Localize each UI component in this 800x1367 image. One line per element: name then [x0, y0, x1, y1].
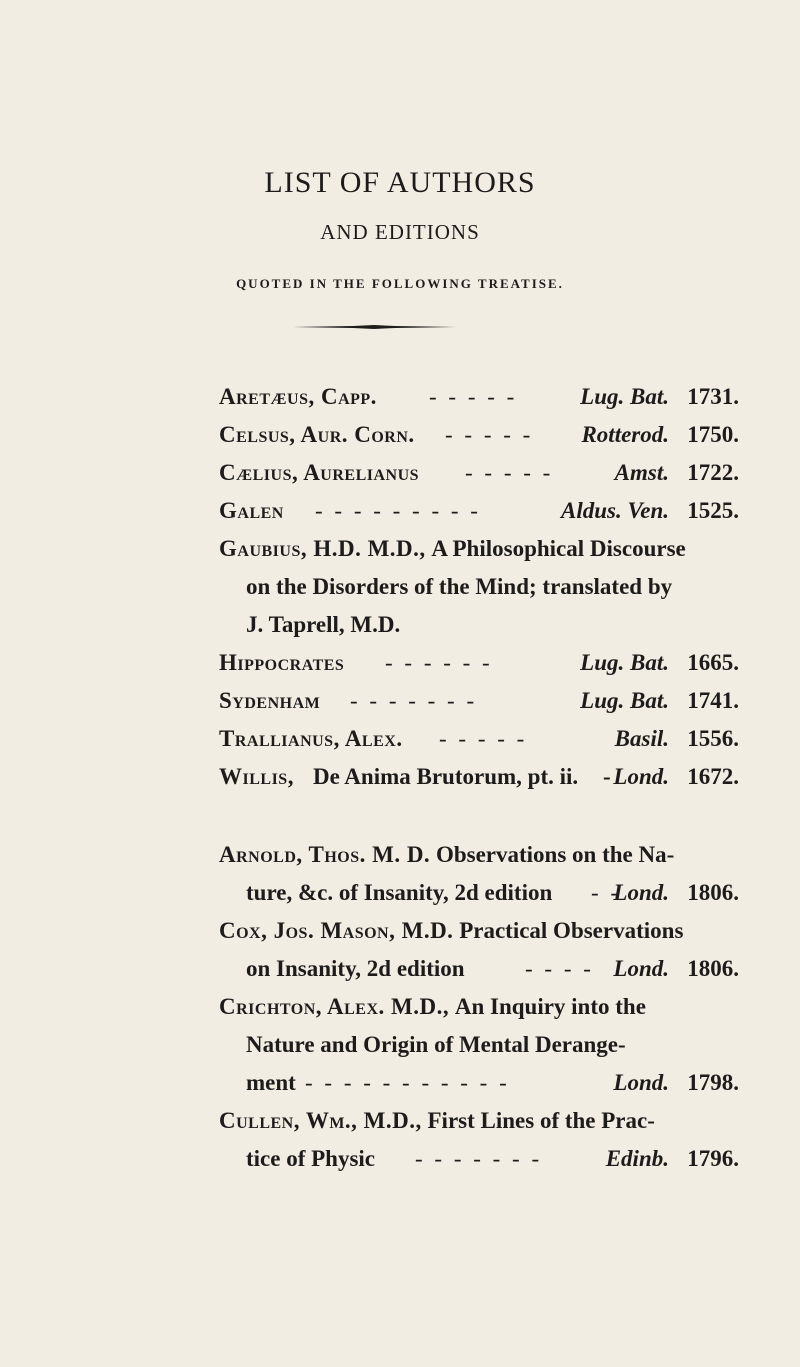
entry-name: Galen — [219, 498, 284, 523]
entry-place: Lond. — [613, 880, 669, 905]
authors-list — [219, 378, 739, 1178]
entry-name: Cox, Jos. Mason, M.D. — [219, 918, 454, 943]
entry-cox — [219, 912, 739, 988]
entry-place: Lug. Bat. — [580, 688, 669, 713]
entry-dashes: - - - - — [525, 956, 594, 981]
entry-text: tice of Physic — [246, 1146, 376, 1171]
entry-willis — [219, 758, 739, 796]
entry-text: ment — [246, 1070, 296, 1095]
entry-name: Arnold, Thos. M. D. — [219, 842, 431, 867]
entry-text: Practical Observations — [459, 918, 684, 943]
entry-name: Willis, — [219, 764, 294, 789]
entry-text: Nature and Origin of Mental Derange- — [246, 1032, 626, 1057]
entry-year: 1672. — [687, 764, 739, 789]
entry-place: Lug. Bat. — [580, 650, 669, 675]
entry-text: De Anima Brutorum, pt. ii. — [313, 764, 579, 789]
entry-dashes: - - - - - — [445, 422, 534, 447]
entry-place: Lond. — [613, 956, 669, 981]
entry-place: Lond. — [613, 1070, 669, 1095]
entry-dashes: - - - - - - - - - - - — [305, 1070, 510, 1095]
entry-year: 1722. — [687, 460, 739, 485]
entry-gaubius — [219, 530, 739, 644]
entry-place: Rotterod. — [581, 422, 669, 447]
entry-name: Crichton, Alex. M.D., — [219, 994, 450, 1019]
entry-dashes: - - - - - - — [385, 650, 493, 675]
entry-dashes: - - - - - - - — [415, 1146, 543, 1171]
entry-dashes: - - - - - — [465, 460, 554, 485]
entry-dashes: - - - - - — [429, 384, 518, 409]
entry-dashes: - — [603, 764, 611, 789]
entry-aretaeus — [219, 378, 739, 416]
entry-text: Observations on the Na- — [435, 842, 675, 867]
entry-celsus — [219, 416, 739, 454]
entry-caelius — [219, 454, 739, 492]
entry-name: Trallianus, Alex. — [219, 726, 403, 751]
entry-dashes: - - — [591, 880, 622, 905]
entry-crichton — [219, 988, 739, 1102]
entry-dashes: - - - - - - - — [350, 688, 478, 713]
entry-year: 1806. — [687, 956, 739, 981]
entry-place: Lond. — [613, 764, 669, 789]
entry-year: 1750. — [687, 422, 739, 447]
entry-text: on Insanity, 2d edition — [246, 956, 465, 981]
entry-trallianus — [219, 720, 739, 758]
entry-cullen — [219, 1102, 739, 1178]
entry-place: Basil. — [614, 726, 669, 751]
entry-year: 1798. — [687, 1070, 739, 1095]
entry-year: 1665. — [687, 650, 739, 675]
entry-year: 1741. — [687, 688, 739, 713]
entry-arnold — [219, 836, 739, 912]
entry-name: Cullen, Wm., M.D., — [219, 1108, 422, 1133]
entry-name: Celsus, Aur. Corn. — [219, 422, 415, 447]
entry-place: Amst. — [614, 460, 669, 485]
entry-name: Aretæus, Capp. — [219, 384, 377, 409]
entry-name: Cælius, Aurelianus — [219, 460, 420, 485]
entry-name: Gaubius, H.D. M.D., — [219, 536, 426, 561]
entry-place: Edinb. — [605, 1146, 669, 1171]
page-subtitle: AND EDITIONS — [320, 220, 480, 244]
entry-dashes: - - - - - - - - - — [315, 498, 481, 523]
entry-place: Aldus. Ven. — [560, 498, 669, 523]
entry-year: 1806. — [687, 880, 739, 905]
entry-text: ture, &c. of Insanity, 2d edition — [246, 880, 553, 905]
entry-place: Lug. Bat. — [580, 384, 669, 409]
entry-sydenham — [219, 682, 739, 720]
page-title: LIST OF AUTHORS — [264, 166, 536, 199]
page-note: QUOTED IN THE FOLLOWING TREATISE. — [236, 276, 564, 291]
entry-name: Hippocrates — [219, 650, 345, 675]
entry-year: 1525. — [687, 498, 739, 523]
entry-year: 1556. — [687, 726, 739, 751]
entry-text: A Philosophical Discourse — [431, 536, 686, 561]
entry-name: Sydenham — [219, 688, 321, 713]
entry-text: J. Taprell, M.D. — [246, 612, 401, 637]
entry-year: 1796. — [687, 1146, 739, 1171]
entry-dashes: - - - - - — [439, 726, 528, 751]
entry-text: An Inquiry into the — [454, 994, 646, 1019]
entry-year: 1731. — [687, 384, 739, 409]
entry-hippocrates — [219, 644, 739, 682]
entry-text: First Lines of the Prac- — [427, 1108, 655, 1133]
ornamental-rule — [293, 325, 456, 329]
entry-galen — [219, 492, 739, 530]
entry-text: on the Disorders of the Mind; translated by — [246, 574, 673, 599]
